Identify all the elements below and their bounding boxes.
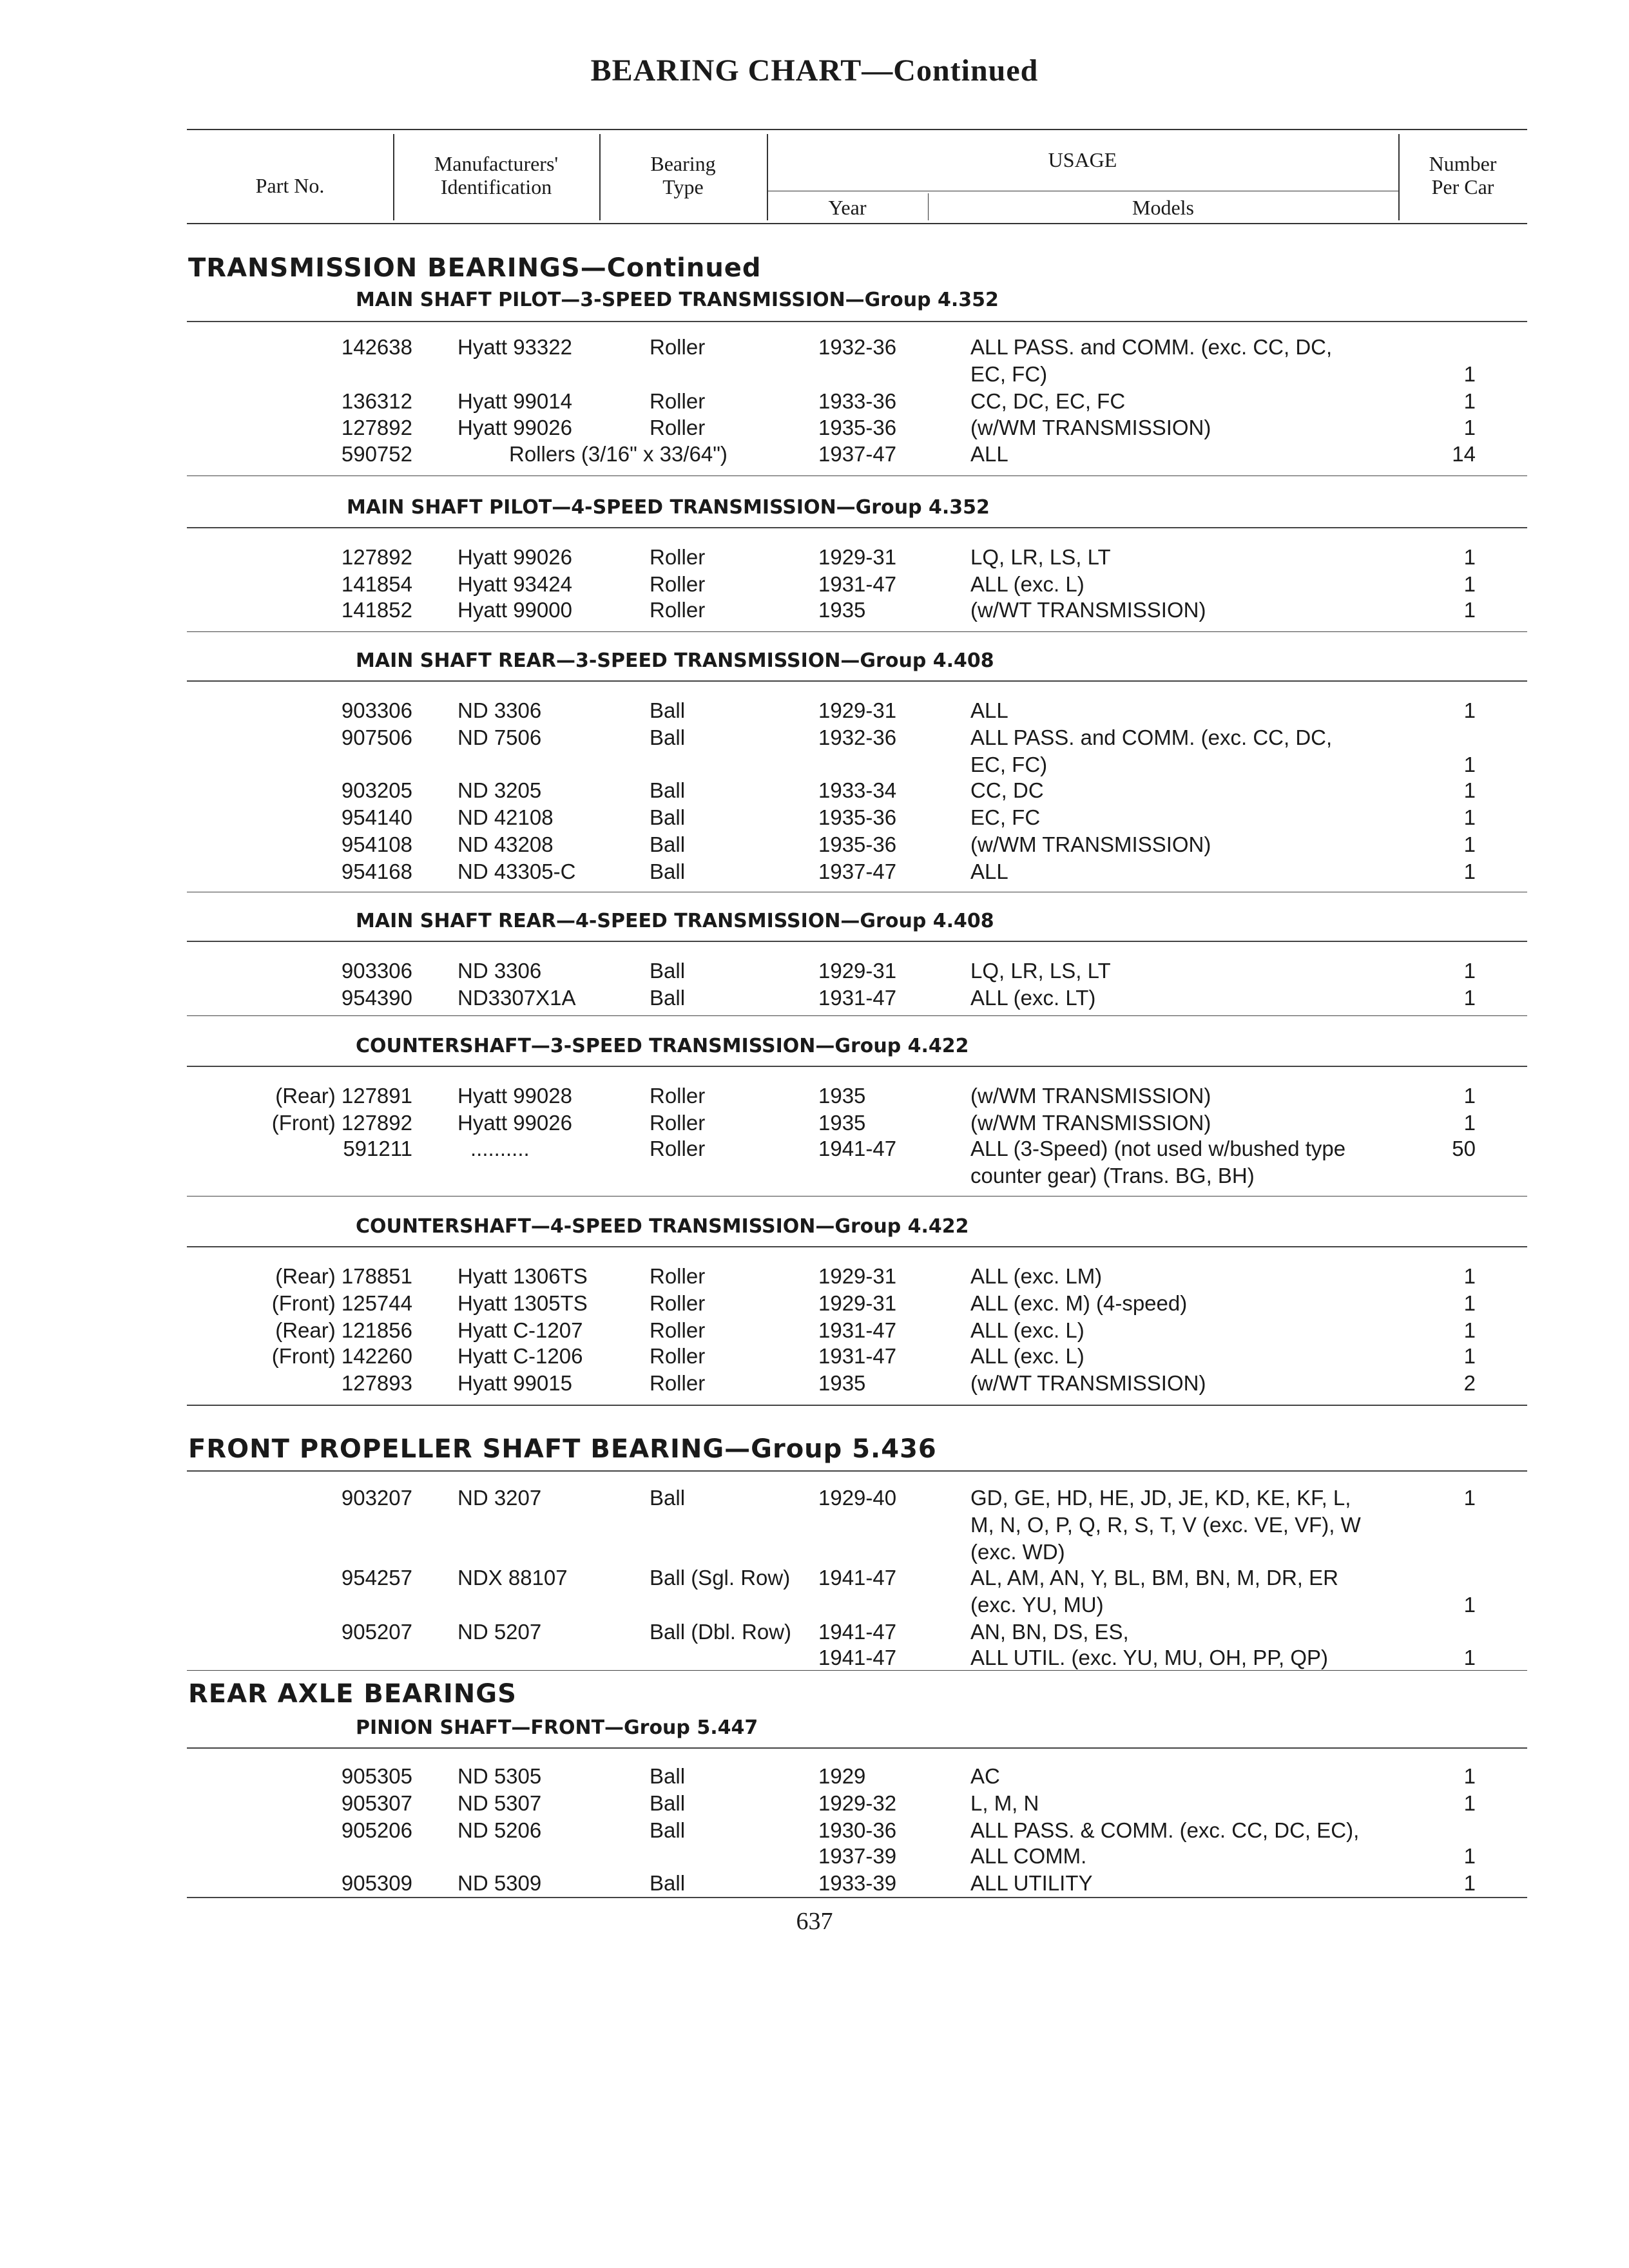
- cell-part: 954140: [341, 805, 412, 829]
- page-title: BEARING CHART—Continued: [590, 53, 1039, 88]
- cell-part: 954257: [341, 1566, 412, 1590]
- cell-mfr: Hyatt 99014: [458, 389, 572, 413]
- cell-type: Roller: [650, 416, 706, 439]
- cell-num: 1: [1463, 545, 1476, 569]
- cell-type: Roller: [650, 389, 706, 413]
- cell-type: Ball: [650, 1486, 686, 1510]
- cell-mfr: Hyatt 99026: [458, 416, 572, 439]
- cell-models: counter gear) (Trans. BG, BH): [970, 1164, 1255, 1187]
- cell-num: 1: [1463, 1264, 1476, 1288]
- table-row: [187, 1513, 1527, 1539]
- cell-mfr: Hyatt C-1207: [458, 1318, 583, 1342]
- cell-models: EC, FC): [970, 362, 1048, 386]
- cell-mfr: Hyatt 99000: [458, 598, 572, 622]
- table-row: [187, 832, 1527, 858]
- table-row: [187, 1291, 1527, 1317]
- page-number: 637: [796, 1908, 833, 1935]
- cell-year: 1935: [818, 1111, 866, 1135]
- cell-models: ALL COMM.: [970, 1844, 1087, 1868]
- cell-models: CC, DC, EC, FC: [970, 389, 1126, 413]
- cell-models: ALL: [970, 860, 1008, 883]
- cell-part: 591211: [343, 1137, 412, 1160]
- table-row: [187, 1264, 1527, 1290]
- cell-year: 1935-36: [818, 805, 897, 829]
- cell-models: ALL (exc. L): [970, 1318, 1084, 1342]
- cell-models: (w/WM TRANSMISSION): [970, 832, 1211, 856]
- cell-models: ALL: [970, 442, 1008, 466]
- table-row: [187, 1593, 1527, 1619]
- cell-type: Ball: [650, 832, 686, 856]
- cell-mfr: Hyatt C-1206: [458, 1344, 583, 1368]
- cell-models: LQ, LR, LS, LT: [970, 545, 1111, 569]
- cell-type: Roller: [650, 598, 706, 622]
- header-type-line1: Bearing: [650, 152, 716, 175]
- cell-mfr: ND 3306: [458, 959, 542, 983]
- cell-part: 905305: [341, 1764, 412, 1788]
- cell-num: 1: [1463, 832, 1476, 856]
- cell-num: 1: [1463, 860, 1476, 883]
- cell-num: 1: [1463, 1291, 1476, 1315]
- cell-part: 127892: [341, 416, 412, 439]
- cell-mfr: Rollers (3/16" x 33/64"): [509, 442, 728, 466]
- cell-models: M, N, O, P, Q, R, S, T, V (exc. VE, VF), W: [970, 1513, 1361, 1537]
- cell-part: 142638: [341, 335, 412, 359]
- cell-models: AC: [970, 1764, 1000, 1788]
- table-row: [187, 1871, 1527, 1897]
- table-row: [187, 1164, 1527, 1189]
- section-title-transmission: TRANSMISSION BEARINGS—Continued: [188, 253, 762, 283]
- cell-num: 1: [1463, 1486, 1476, 1510]
- cell-year: 1930-36: [818, 1818, 897, 1842]
- cell-year: 1932-36: [818, 726, 897, 749]
- cell-year: 1933-34: [818, 778, 897, 802]
- header-models: Models: [1132, 196, 1194, 219]
- cell-mfr: ND 5309: [458, 1871, 542, 1895]
- group-title: MAIN SHAFT PILOT—3-SPEED TRANSMISSION—Group 4.352: [356, 289, 999, 311]
- cell-num: 1: [1463, 1084, 1476, 1108]
- header-mfr-line1: Manufacturers': [434, 152, 559, 175]
- cell-mfr: Hyatt 1305TS: [458, 1291, 588, 1315]
- cell-models: ALL: [970, 698, 1008, 722]
- cell-mfr: ND 3207: [458, 1486, 542, 1510]
- cell-part: 127892: [341, 545, 412, 569]
- cell-num: 1: [1463, 1318, 1476, 1342]
- cell-type: Ball: [650, 1818, 686, 1842]
- cell-models: (exc. YU, MU): [970, 1593, 1104, 1617]
- cell-year: 1929-31: [818, 1264, 897, 1288]
- cell-part: (Front) 125744: [271, 1291, 412, 1315]
- table-row: [187, 1371, 1527, 1397]
- cell-num: 1: [1463, 1111, 1476, 1135]
- cell-year: 1929-31: [818, 545, 897, 569]
- cell-mfr: ND 5305: [458, 1764, 542, 1788]
- cell-year: 1929: [818, 1764, 866, 1788]
- cell-year: 1929-40: [818, 1486, 897, 1510]
- group-title: PINION SHAFT—FRONT—Group 5.447: [356, 1716, 758, 1739]
- cell-models: EC, FC): [970, 753, 1048, 776]
- cell-models: EC, FC: [970, 805, 1041, 829]
- group-title: COUNTERSHAFT—4-SPEED TRANSMISSION—Group 4.422: [356, 1215, 969, 1238]
- cell-models: ALL (exc. L): [970, 1344, 1084, 1368]
- cell-year: 1932-36: [818, 335, 897, 359]
- cell-part: 903306: [341, 959, 412, 983]
- cell-part: 141854: [341, 572, 412, 596]
- cell-part: 903205: [341, 778, 412, 802]
- cell-year: 1931-47: [818, 1318, 897, 1342]
- cell-mfr: Hyatt 99026: [458, 1111, 572, 1135]
- cell-models: GD, GE, HD, HE, JD, JE, KD, KE, KF, L,: [970, 1486, 1351, 1510]
- cell-mfr: NDX 88107: [458, 1566, 568, 1590]
- cell-type: Roller: [650, 1291, 706, 1315]
- cell-type: Ball: [650, 778, 686, 802]
- cell-part: 905309: [341, 1871, 412, 1895]
- table-row: [187, 753, 1527, 778]
- table-row: [187, 598, 1527, 624]
- cell-year: 1929-31: [818, 698, 897, 722]
- table-row: [187, 442, 1527, 468]
- cell-type: Ball: [650, 1871, 686, 1895]
- cell-type: Ball: [650, 986, 686, 1010]
- cell-models: AL, AM, AN, Y, BL, BM, BN, M, DR, ER: [970, 1566, 1338, 1590]
- cell-year: 1941-47: [818, 1620, 897, 1644]
- cell-models: ALL (3-Speed) (not used w/bushed type: [970, 1137, 1346, 1160]
- cell-type: Roller: [650, 545, 706, 569]
- table-row: [187, 1486, 1527, 1512]
- cell-num: 1: [1463, 1764, 1476, 1788]
- cell-models: (w/WM TRANSMISSION): [970, 416, 1211, 439]
- cell-models: (exc. WD): [970, 1540, 1065, 1564]
- cell-year: 1931-47: [818, 572, 897, 596]
- cell-part: 127893: [341, 1371, 412, 1395]
- cell-num: 1: [1463, 572, 1476, 596]
- table-row: [187, 986, 1527, 1012]
- cell-type: Roller: [650, 1371, 706, 1395]
- cell-part: 954168: [341, 860, 412, 883]
- header-number-line2: Per Car: [1431, 175, 1494, 198]
- cell-part: 590752: [341, 442, 412, 466]
- cell-models: LQ, LR, LS, LT: [970, 959, 1111, 983]
- cell-year: 1935: [818, 1084, 866, 1108]
- cell-num: 1: [1463, 1791, 1476, 1815]
- cell-type: Ball: [650, 1791, 686, 1815]
- cell-part: 903306: [341, 698, 412, 722]
- cell-type: Roller: [650, 572, 706, 596]
- cell-models: CC, DC: [970, 778, 1044, 802]
- cell-part: 903207: [341, 1486, 412, 1510]
- cell-models: ALL (exc. M) (4-speed): [970, 1291, 1188, 1315]
- cell-mfr: ND 5206: [458, 1818, 542, 1842]
- cell-num: 1: [1463, 778, 1476, 802]
- cell-year: 1935-36: [818, 416, 897, 439]
- cell-type: Roller: [650, 335, 706, 359]
- cell-mfr: ND 3205: [458, 778, 542, 802]
- table-row: [187, 778, 1527, 804]
- cell-year: 1931-47: [818, 1344, 897, 1368]
- table-row: [187, 389, 1527, 415]
- cell-year: 1929-31: [818, 1291, 897, 1315]
- cell-models: ALL (exc. LM): [970, 1264, 1103, 1288]
- cell-mfr: ND3307X1A: [458, 986, 576, 1010]
- table-row: [187, 1318, 1527, 1344]
- table-row: [187, 1137, 1527, 1162]
- cell-mfr: Hyatt 1306TS: [458, 1264, 588, 1288]
- cell-part: (Rear) 127891: [275, 1084, 412, 1108]
- cell-num: 1: [1463, 416, 1476, 439]
- group-title: MAIN SHAFT REAR—4-SPEED TRANSMISSION—Group 4.408: [356, 910, 994, 932]
- cell-mfr: ND 7506: [458, 726, 542, 749]
- table-row: [187, 362, 1527, 388]
- cell-part: 905307: [341, 1791, 412, 1815]
- cell-year: 1935-36: [818, 832, 897, 856]
- cell-part: (Rear) 178851: [275, 1264, 412, 1288]
- column-header: [187, 129, 1527, 224]
- cell-type: Roller: [650, 1344, 706, 1368]
- cell-mfr: Hyatt 99026: [458, 545, 572, 569]
- cell-mfr: ND 43305-C: [458, 860, 576, 883]
- cell-models: ALL (exc. L): [970, 572, 1084, 596]
- cell-year: 1937-47: [818, 442, 897, 466]
- cell-part: 954390: [341, 986, 412, 1010]
- table-row: [187, 1540, 1527, 1566]
- cell-num: 1: [1463, 959, 1476, 983]
- cell-mfr: ..........: [470, 1137, 530, 1160]
- table-row: [187, 1791, 1527, 1817]
- cell-models: ALL UTILITY: [970, 1871, 1093, 1895]
- cell-type: Ball: [650, 726, 686, 749]
- cell-models: ALL (exc. LT): [970, 986, 1096, 1010]
- cell-num: 1: [1463, 1646, 1476, 1669]
- cell-num: 1: [1463, 362, 1476, 386]
- cell-year: 1929-31: [818, 959, 897, 983]
- cell-type: Ball: [650, 860, 686, 883]
- table-row: [187, 860, 1527, 885]
- cell-type: Roller: [650, 1318, 706, 1342]
- cell-type: Ball: [650, 959, 686, 983]
- cell-type: Ball: [650, 1764, 686, 1788]
- cell-year: 1937-47: [818, 860, 897, 883]
- table-row: [187, 1646, 1527, 1671]
- table-row: [187, 805, 1527, 831]
- cell-models: ALL PASS. & COMM. (exc. CC, DC, EC),: [970, 1818, 1360, 1842]
- cell-num: 1: [1463, 986, 1476, 1010]
- table-row: [187, 1844, 1527, 1870]
- cell-part: 907506: [341, 726, 412, 749]
- cell-models: (w/WM TRANSMISSION): [970, 1111, 1211, 1135]
- cell-mfr: Hyatt 93424: [458, 572, 572, 596]
- cell-type: Roller: [650, 1111, 706, 1135]
- cell-num: 1: [1463, 1344, 1476, 1368]
- cell-part: 905207: [341, 1620, 412, 1644]
- header-mfr-line2: Identification: [440, 175, 552, 198]
- cell-mfr: ND 3306: [458, 698, 542, 722]
- header-part-no: Part No.: [255, 174, 325, 197]
- cell-part: 136312: [341, 389, 412, 413]
- cell-part: 954108: [341, 832, 412, 856]
- cell-num: 50: [1452, 1137, 1476, 1160]
- cell-models: L, M, N: [970, 1791, 1039, 1815]
- cell-year: 1941-47: [818, 1137, 897, 1160]
- table-row: [187, 1620, 1527, 1646]
- section-title-rear-axle: REAR AXLE BEARINGS: [188, 1679, 517, 1709]
- cell-type: Ball: [650, 698, 686, 722]
- table-row: [187, 1344, 1527, 1370]
- cell-num: 2: [1463, 1371, 1476, 1395]
- cell-num: 1: [1463, 1871, 1476, 1895]
- header-year: Year: [828, 196, 867, 219]
- group-title: MAIN SHAFT REAR—3-SPEED TRANSMISSION—Group 4.408: [356, 649, 994, 672]
- cell-type: Ball: [650, 805, 686, 829]
- table-row: [187, 416, 1527, 441]
- cell-mfr: Hyatt 93322: [458, 335, 572, 359]
- cell-models: AN, BN, DS, ES,: [970, 1620, 1129, 1644]
- table-row: [187, 1764, 1527, 1790]
- cell-num: 1: [1463, 389, 1476, 413]
- cell-mfr: ND 5307: [458, 1791, 542, 1815]
- section-title-front-propeller: FRONT PROPELLER SHAFT BEARING—Group 5.436: [188, 1434, 937, 1464]
- cell-num: 1: [1463, 1593, 1476, 1617]
- table-row: [187, 545, 1527, 571]
- cell-part: (Rear) 121856: [275, 1318, 412, 1342]
- cell-models: ALL UTIL. (exc. YU, MU, OH, PP, QP): [970, 1646, 1329, 1669]
- cell-num: 1: [1463, 753, 1476, 776]
- cell-year: 1933-36: [818, 389, 897, 413]
- group-title: COUNTERSHAFT—3-SPEED TRANSMISSION—Group 4.422: [356, 1035, 969, 1057]
- table-row: [187, 959, 1527, 985]
- cell-type: Roller: [650, 1264, 706, 1288]
- cell-mfr: Hyatt 99015: [458, 1371, 572, 1395]
- table-row: [187, 1084, 1527, 1110]
- cell-type: Ball (Sgl. Row): [650, 1566, 791, 1590]
- cell-type: Roller: [650, 1084, 706, 1108]
- table-row: [187, 335, 1527, 361]
- cell-type: Ball (Dbl. Row): [650, 1620, 792, 1644]
- cell-num: 1: [1463, 805, 1476, 829]
- cell-models: (w/WT TRANSMISSION): [970, 598, 1206, 622]
- cell-year: 1937-39: [818, 1844, 897, 1868]
- cell-year: 1933-39: [818, 1871, 897, 1895]
- cell-year: 1941-47: [818, 1646, 897, 1669]
- cell-mfr: ND 5207: [458, 1620, 542, 1644]
- cell-num: 1: [1463, 698, 1476, 722]
- header-type-line2: Type: [662, 175, 704, 198]
- cell-part: 905206: [341, 1818, 412, 1842]
- cell-year: 1935: [818, 598, 866, 622]
- cell-year: 1931-47: [818, 986, 897, 1010]
- cell-year: 1929-32: [818, 1791, 897, 1815]
- table-row: [187, 1566, 1527, 1591]
- cell-part: 141852: [341, 598, 412, 622]
- cell-part: (Front) 142260: [271, 1344, 412, 1368]
- table-row: [187, 1818, 1527, 1844]
- table-row: [187, 1111, 1527, 1137]
- cell-mfr: ND 43208: [458, 832, 554, 856]
- header-usage: USAGE: [1048, 148, 1117, 171]
- cell-year: 1941-47: [818, 1566, 897, 1590]
- cell-mfr: ND 42108: [458, 805, 554, 829]
- cell-num: 14: [1452, 442, 1476, 466]
- table-row: [187, 698, 1527, 724]
- cell-models: ALL PASS. and COMM. (exc. CC, DC,: [970, 726, 1333, 749]
- cell-num: 1: [1463, 1844, 1476, 1868]
- cell-models: (w/WT TRANSMISSION): [970, 1371, 1206, 1395]
- table-row: [187, 572, 1527, 598]
- cell-type: Roller: [650, 1137, 706, 1160]
- cell-models: ALL PASS. and COMM. (exc. CC, DC,: [970, 335, 1333, 359]
- cell-num: 1: [1463, 598, 1476, 622]
- cell-year: 1935: [818, 1371, 866, 1395]
- table-row: [187, 726, 1527, 751]
- cell-models: (w/WM TRANSMISSION): [970, 1084, 1211, 1108]
- header-number-line1: Number: [1429, 152, 1497, 175]
- group-title: MAIN SHAFT PILOT—4-SPEED TRANSMISSION—Group 4.352: [347, 496, 990, 519]
- cell-mfr: Hyatt 99028: [458, 1084, 572, 1108]
- cell-part: (Front) 127892: [271, 1111, 412, 1135]
